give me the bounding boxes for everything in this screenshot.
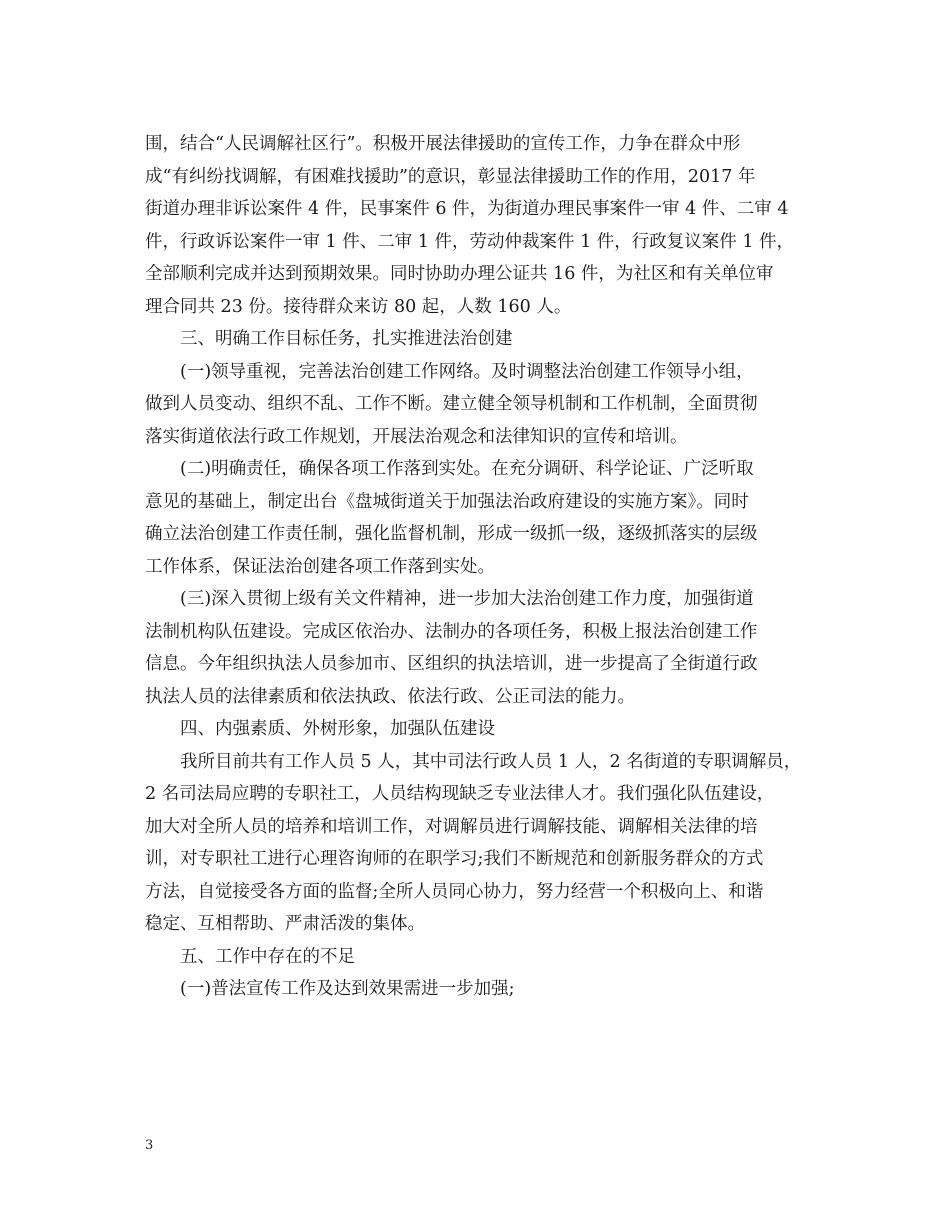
text-line: 方法，自觉接受各方面的监督;全所人员同心协力，努力经营一个积极向上、和谐	[145, 881, 764, 902]
text-line: 全部顺利完成并达到预期效果。同时协助办理公证共 16 件，为社区和有关单位审	[145, 264, 774, 284]
document-body	[145, 128, 813, 1006]
paragraph-first-line: (一)普法宣传工作及达到效果需进一步加强;	[180, 979, 515, 999]
text-line: 理合同共 23 份。接待群众来访 80 起，人数 160 人。	[145, 296, 572, 317]
text-line: 工作体系，保证法治创建各项工作落到实处。	[145, 556, 495, 577]
text-line: 落实街道依法行政工作规划，开展法治观念和法律知识的宣传和培训。	[145, 426, 688, 447]
paragraph-first-line: 三、明确工作目标任务，扎实推进法治创建	[180, 329, 513, 349]
paragraph-first-line: 我所目前共有工作人员 5 人，其中司法行政人员 1 人，2 名街道的专职调解员，	[180, 751, 802, 772]
text-line: 信息。今年组织执法人员参加市、区组织的执法培训，进一步提高了全街道行政	[145, 654, 758, 674]
text-line: 训，对专职社工进行心理咨询师的在职学习;我们不断规范和创新服务群众的方式	[145, 849, 764, 869]
paragraph-first-line: 五、工作中存在的不足	[180, 946, 355, 967]
text-line: 件，行政诉讼案件一审 1 件、二审 1 件，劳动仲裁案件 1 件，行政复议案件 1 件，	[145, 231, 795, 252]
text-line: 围，结合“人民调解社区行”。积极开展法律援助的宣传工作，力争在群众中形	[145, 134, 741, 154]
text-line: 做到人员变动、组织不乱、工作不断。建立健全领导机制和工作机制，全面贯彻	[145, 394, 758, 414]
text-line: 意见的基础上，制定出台《盘城街道关于加强法治政府建设的实施方案》。同时	[145, 491, 749, 512]
text-line: 法制机构队伍建设。完成区依治办、法制办的各项任务，积极上报法治创建工作	[145, 621, 758, 642]
text-line: 稳定、互相帮助、严肃活泼的集体。	[145, 914, 425, 934]
text-line: 加大对全所人员的培养和培训工作，对调解员进行调解技能、调解相关法律的培	[145, 816, 758, 837]
paragraph-first-line: 四、内强素质、外树形象，加强队伍建设	[180, 719, 495, 739]
page-number: 3	[145, 1138, 154, 1153]
paragraph-first-line: (二)明确责任，确保各项工作落到实处。在充分调研、科学论证、广泛听取	[180, 459, 754, 479]
text-line: 2 名司法局应聘的专职社工，人员结构现缺乏专业法律人才。我们强化队伍建设，	[145, 784, 775, 804]
text-line: 确立法治创建工作责任制，强化监督机制，形成一级抓一级，逐级抓落实的层级	[145, 524, 758, 544]
text-line: 街道办理非诉讼案件 4 件，民事案件 6 件，为街道办理民事案件一审 4 件、二审 4	[145, 199, 789, 219]
text-line: 执法人员的法律素质和依法执政、依法行政、公正司法的能力。	[145, 686, 635, 707]
paragraph-first-line: (三)深入贯彻上级有关文件精神，进一步加大法治创建工作力度，加强街道	[180, 589, 754, 609]
paragraph-first-line: (一)领导重视，完善法治创建工作网络。及时调整法治创建工作领导小组，	[180, 361, 754, 382]
text-line: 成“有纠纷找调解，有困难找援助”的意识，彰显法律援助工作的作用，2017 年	[145, 166, 756, 187]
